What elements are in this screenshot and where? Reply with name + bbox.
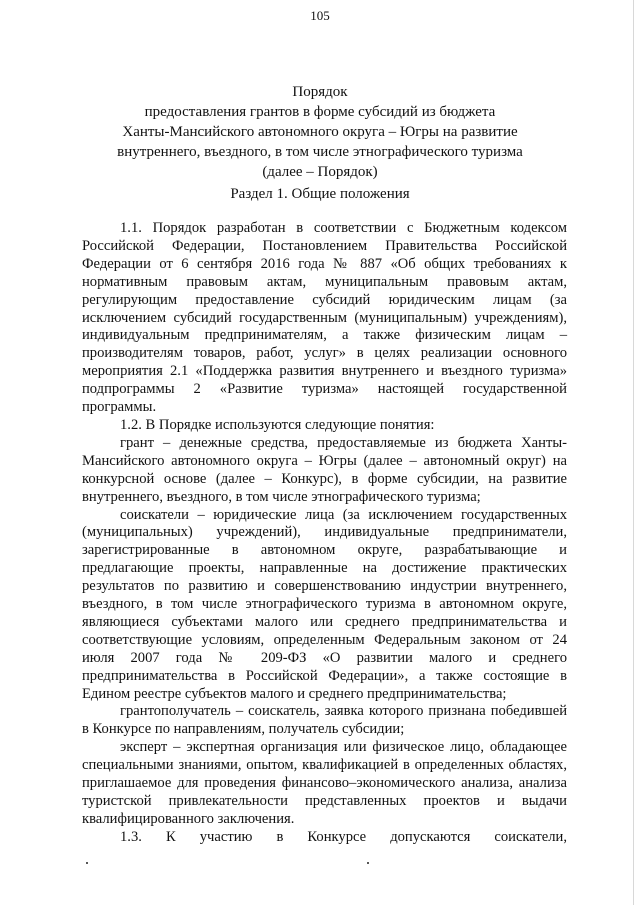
document-body xyxy=(82,220,567,847)
title-line: Ханты-Мансийского автономного округа – Югры на развитие xyxy=(122,124,518,140)
title-line: внутреннего, въездного, в том числе этнографического туризма xyxy=(117,144,523,160)
definition-grant: грант – денежные средства, предоставляемые из бюджета Ханты-Мансийского автономного округа – Югры (далее – автономный округ) на конкурсной основе (далее – Конкурс), в форме субсидии, на развитие внутреннего, въездного, в том числе этнографического туризма; xyxy=(82,434,567,505)
paragraph-1-2: 1.2. В Порядке используются следующие понятия: xyxy=(120,416,435,433)
paragraph-1-1: 1.1. Порядок разработан в соответствии с Бюджетным кодексом Российской Федерации, Постановлением Правительства Российской Федерации от 6 сентября 2016 года № 887 «Об общих требованиях к нормативным правовым актам, муниципальным правовым актам, регулирующим предоставление субсидий юридическим лицам (за исключением субсидий государственным (муниципальным) учреждениям), индивидуальным предпринимателям, а также физическим лицам – производителям товаров, работ, услуг» в целях реализации основного мероприятия 2.1 «Поддержка развития внутреннего и въездного туризма» подпрограммы 2 «Развитие туризма» настоящей государственной программы. xyxy=(82,220,567,416)
title-line: (далее – Порядок) xyxy=(262,164,378,180)
definition-grantee: грантополучатель – соискатель, заявка которого признана победившей в Конкурсе по направлениям, получатель субсидии; xyxy=(82,703,567,738)
definition-expert: эксперт – экспертная организация или физическое лицо, обладающее специальными знаниями, опытом, квалификацией в определенных областях, приглашаемое для проведения финансово–экономического анализа, анализа туристской привлекательности представленных проектов и выдачи квалифицированного заключения. xyxy=(82,739,567,827)
scan-speck xyxy=(86,862,88,864)
definition-applicants: соискатели – юридические лица (за исключением государственных (муниципальных) учреждений), индивидуальные предприниматели, зарегистрированные в автономном округе, разрабатывающие и предлагающие проекты, направленные на достижение практических результатов по развитию и совершенствованию индустрии внутреннего, въездного, в том числе этнографического туризма в автономном округе, являющиеся субъектами малого или среднего предпринимательства и соответствующие условиям, определенным Федеральным законом от 24 июля 2007 года № 209-ФЗ «О развитии малого и среднего предпринимательства в Российской Федерации», а также состоящие в Едином реестре субъектов малого и среднего предпринимательства; xyxy=(82,506,567,702)
page-edge-line xyxy=(633,0,634,905)
title-line: предоставления грантов в форме субсидий из бюджета xyxy=(144,104,496,120)
paragraph-1-3: 1.3. К участию в Конкурсе допускаются соискатели, xyxy=(120,828,567,845)
page-number: 105 xyxy=(310,8,330,23)
title-line: Порядок xyxy=(292,84,348,100)
scan-speck xyxy=(367,862,369,864)
document-title xyxy=(60,82,580,182)
section-heading: Раздел 1. Общие положения xyxy=(230,186,410,202)
